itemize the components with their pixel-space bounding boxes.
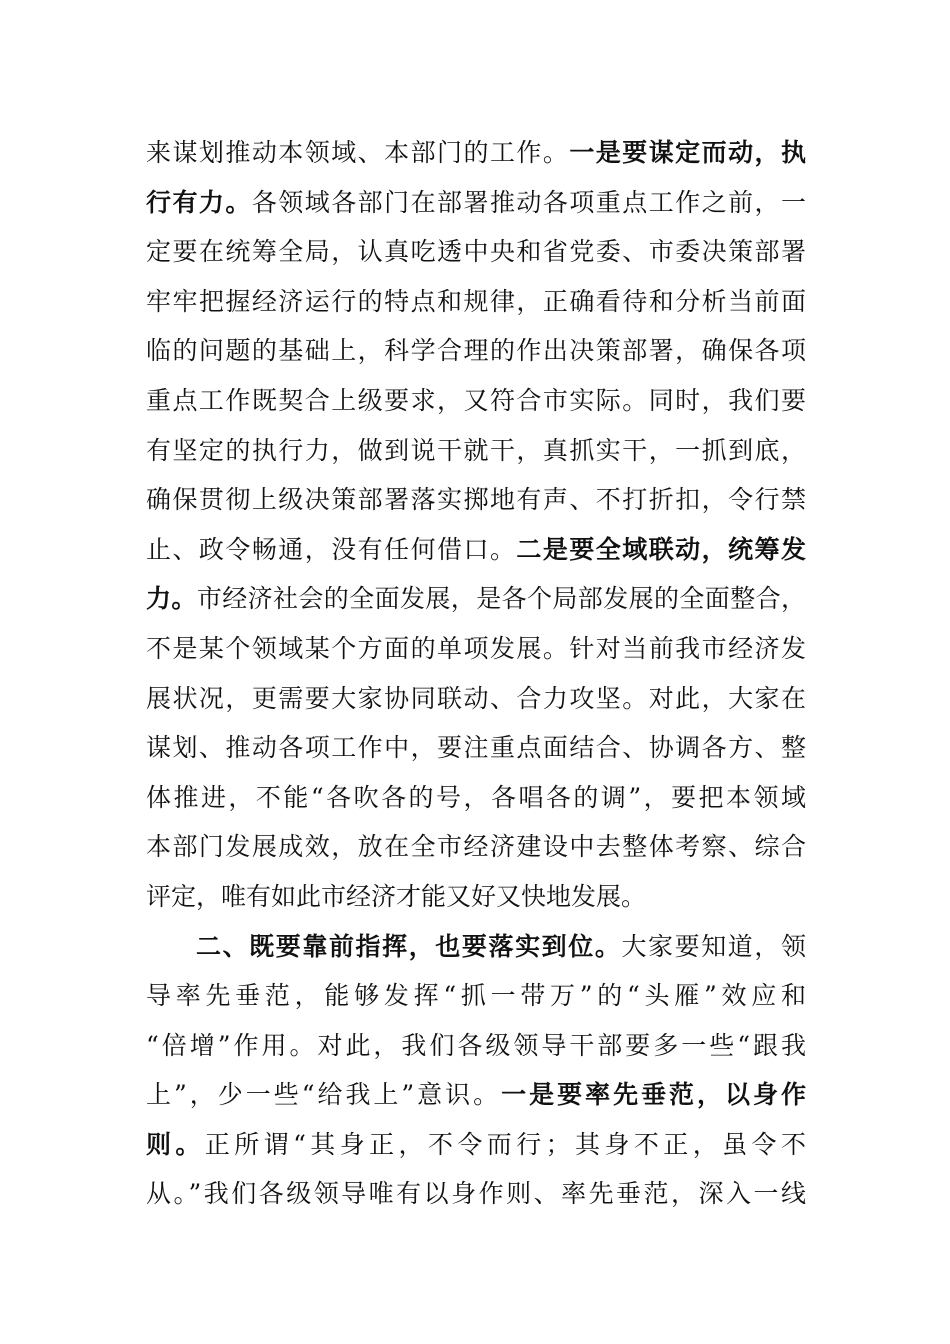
text-segment: 从。”我们各级领导唯有以身作则、率先垂范，深入一线 [146, 1179, 806, 1209]
text-line [146, 326, 806, 376]
text-segment: 不是某个领域某个方面的单项发展。针对当前我市经济发 [146, 633, 806, 663]
text-segment: 展状况，更需要大家协同联动、合力攻坚。对此，大家在 [146, 683, 806, 713]
text-line [146, 922, 806, 972]
text-line [146, 376, 806, 426]
text-segment: 评定，唯有如此市经济才能又好又快地发展。 [146, 881, 647, 911]
text-line [146, 822, 806, 872]
text-segment: 有坚定的执行力，做到说干就干，真抓实干，一抓到底， [146, 435, 806, 465]
text-segment: 定要在统筹全局，认真吃透中央和省党委、市委决策部署 [146, 237, 806, 267]
text-line [146, 426, 806, 476]
text-segment: 谋划、推动各项工作中，要注重点面结合、协调各方、整 [146, 733, 806, 763]
text-segment: 正所谓“其身正，不令而行；其身不正，虽令不 [204, 1129, 806, 1159]
text-segment: 体推进，不能“各吹各的号，各唱各的调”，要把本领域 [146, 782, 806, 812]
text-line [146, 624, 806, 674]
text-segment: “倍增”作用。对此，我们各级领导干部要多一些“跟我 [146, 1030, 806, 1060]
bold-text-segment: 则。 [146, 1129, 205, 1159]
text-segment: 牢牢把握经济运行的特点和规律，正确看待和分析当前面 [146, 286, 806, 316]
text-segment: 本部门发展成效，放在全市经济建设中去整体考察、综合 [146, 832, 806, 862]
text-segment: 导率先垂范，能够发挥“抓一带万”的“头雁”效应和 [146, 981, 806, 1011]
text-segment: 临的问题的基础上，科学合理的作出决策部署，确保各项 [146, 336, 806, 366]
text-line [146, 723, 806, 773]
document-body [146, 128, 806, 1219]
text-line [146, 1021, 806, 1071]
text-line [146, 277, 806, 327]
text-line [146, 872, 806, 922]
text-line [146, 971, 806, 1021]
bold-text-segment: 二、既要靠前指挥，也要落实到位。 [196, 931, 622, 961]
text-segment: 大家要知道，领 [621, 931, 806, 961]
text-segment: 来谋划推动本领域、本部门的工作。 [146, 138, 570, 167]
text-line [146, 773, 806, 823]
bold-text-segment: 一是要率先垂范，以身作 [501, 1080, 806, 1110]
text-line [146, 1070, 806, 1120]
text-segment: 各领域各部门在部署推动各项重点工作之前，一 [251, 187, 806, 217]
text-line [146, 525, 806, 575]
text-segment: 确保贯彻上级决策部署落实掷地有声、不打折扣，令行禁 [146, 485, 806, 515]
text-segment: 止、政令畅通，没有任何借口。 [146, 534, 517, 564]
text-segment: 重点工作既契合上级要求，又符合市实际。同时，我们要 [146, 385, 806, 415]
bold-text-segment: 行有力。 [146, 187, 252, 217]
bold-text-segment: 二是要全域联动，统筹发 [516, 534, 806, 564]
text-line [146, 475, 806, 525]
text-line [146, 574, 806, 624]
bold-text-segment: 一是要谋定而动，执 [569, 138, 806, 167]
bold-text-segment: 力。 [146, 584, 197, 614]
text-line [146, 674, 806, 724]
text-line [146, 128, 806, 178]
text-segment: 上”，少一些“给我上”意识。 [146, 1080, 502, 1110]
text-segment: 市经济社会的全面发展，是各个局部发展的全面整合， [196, 584, 806, 614]
text-line [146, 1120, 806, 1170]
text-line [146, 227, 806, 277]
text-line [146, 1169, 806, 1219]
text-line [146, 178, 806, 228]
